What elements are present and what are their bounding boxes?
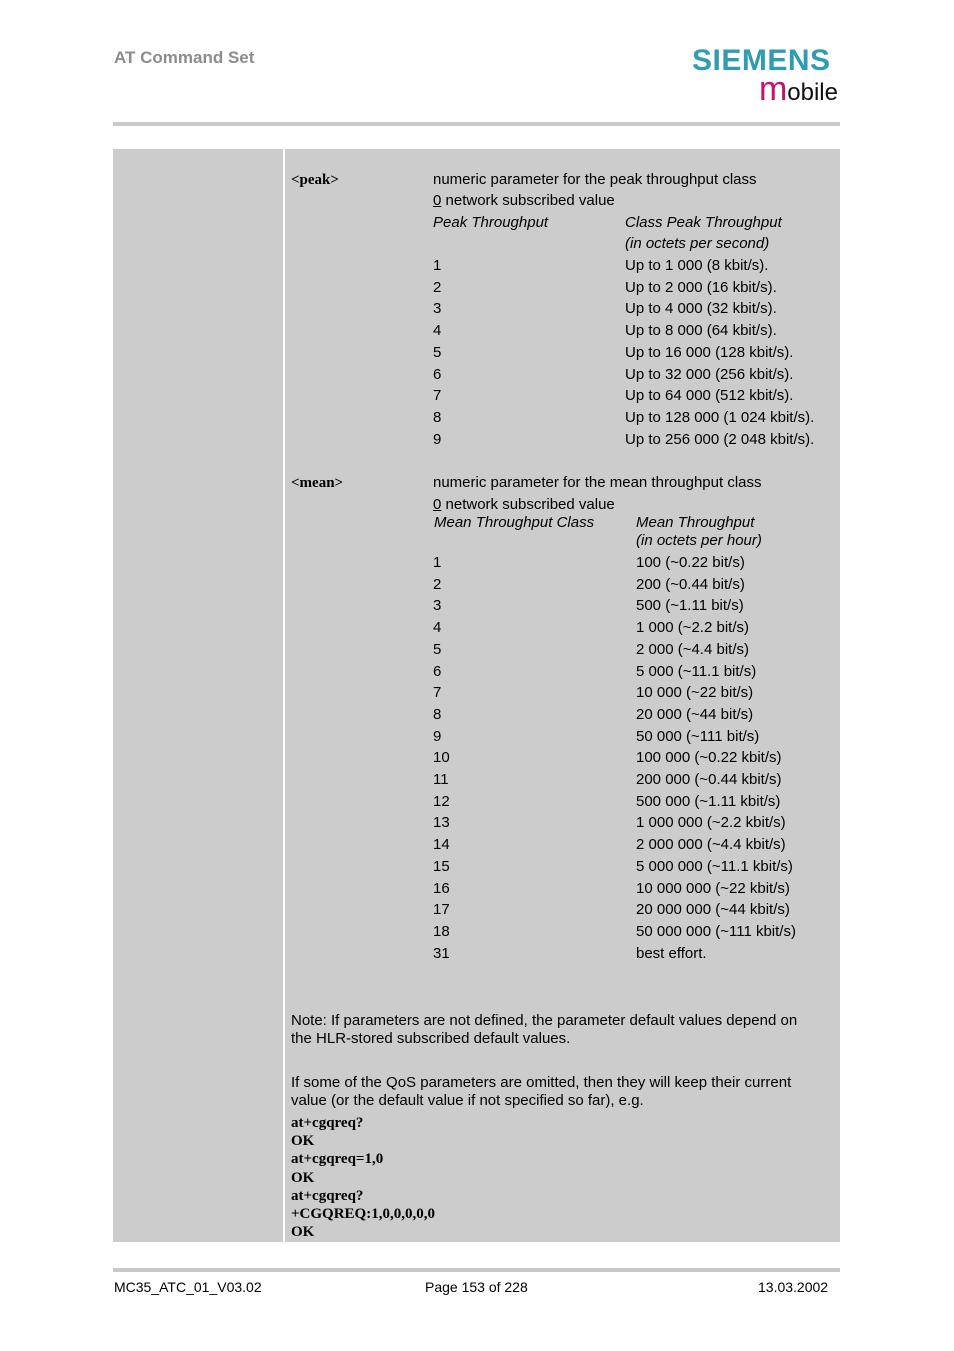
mean-class-number: 12 — [433, 792, 450, 810]
mean-col2-header-line1: Mean Throughput — [636, 514, 755, 531]
mean-class-number: 13 — [433, 814, 450, 832]
peak-default-value: 0 — [433, 192, 442, 209]
footer-rule — [113, 1268, 840, 1272]
mean-throughput-value: 1 000 (~2.2 bit/s) — [636, 619, 749, 637]
mean-class-number: 18 — [433, 922, 450, 940]
mean-default-value: 0 — [433, 496, 442, 513]
peak-class-number: 9 — [433, 430, 442, 448]
example-line: at+cgqreq? — [291, 1187, 364, 1204]
example-line: +CGQREQ:1,0,0,0,0,0 — [291, 1206, 435, 1222]
peak-class-number: 8 — [433, 408, 442, 426]
mean-default — [433, 496, 615, 514]
logo-sub — [692, 70, 838, 111]
peak-class-number: 1 — [433, 257, 442, 274]
peak-class-number: 7 — [433, 387, 442, 405]
mean-throughput-value: 500 000 (~1.11 kbit/s) — [636, 792, 781, 810]
peak-class-number: 6 — [433, 365, 442, 383]
mean-class-number: 17 — [433, 901, 450, 919]
mean-throughput-value: 2 000 (~4.4 bit/s) — [636, 640, 749, 658]
mean-default-text: network subscribed value — [441, 496, 615, 513]
example-line: OK — [291, 1224, 315, 1241]
mean-throughput-value: 5 000 (~11.1 bit/s) — [636, 662, 757, 680]
mean-throughput-value: 2 000 000 (~4.4 kbit/s) — [636, 836, 786, 854]
peak-throughput-value: Up to 256 000 (2 048 kbit/s). — [625, 430, 815, 448]
footer-page-number: Page 153 of 228 — [425, 1279, 528, 1295]
mean-throughput-value: 20 000 000 (~44 kbit/s) — [636, 901, 790, 919]
mean-description: numeric parameter for the mean throughput class — [433, 474, 762, 491]
logo-sub-rest: obile — [787, 79, 838, 106]
peak-class-number: 2 — [433, 278, 442, 296]
mean-class-number: 10 — [433, 749, 450, 767]
peak-col2-header-line1: Class Peak Throughput — [625, 214, 782, 231]
footer-doc-id: MC35_ATC_01_V03.02 — [114, 1279, 262, 1295]
mean-throughput-value: 5 000 000 (~11.1 kbit/s) — [636, 857, 793, 875]
example-line: OK — [291, 1133, 315, 1150]
peak-param-name: <peak> — [291, 172, 339, 188]
mean-throughput-value: 20 000 (~44 bit/s) — [636, 705, 754, 723]
mean-throughput-value: 10 000 (~22 bit/s) — [636, 684, 754, 702]
peak-class-number: 5 — [433, 343, 442, 361]
peak-throughput-value: Up to 4 000 (32 kbit/s). — [625, 300, 777, 318]
mean-class-number: 14 — [433, 836, 450, 854]
peak-throughput-value: Up to 8 000 (64 kbit/s). — [625, 322, 777, 340]
peak-throughput-value: Up to 2 000 (16 kbit/s). — [625, 278, 777, 296]
mean-class-number: 5 — [433, 640, 442, 658]
peak-class-number: 4 — [433, 322, 442, 340]
mean-throughput-value: 200 (~0.44 bit/s) — [636, 575, 745, 593]
mean-class-number: 11 — [433, 771, 449, 788]
peak-default — [433, 192, 615, 210]
peak-throughput-value: Up to 16 000 (128 kbit/s). — [625, 343, 794, 361]
mean-class-number: 3 — [433, 597, 442, 615]
peak-throughput-value: Up to 32 000 (256 kbit/s). — [625, 365, 794, 383]
header-title: AT Command Set — [114, 48, 255, 67]
mean-throughput-value: 50 000 (~111 bit/s) — [636, 727, 760, 745]
example-line: OK — [291, 1169, 315, 1186]
mean-class-number: 15 — [433, 857, 450, 875]
mean-col1-header: Mean Throughput Class — [434, 514, 595, 531]
note2-line1: If some of the QoS parameters are omitted, then they will keep their current — [291, 1074, 792, 1091]
peak-throughput-value: Up to 128 000 (1 024 kbit/s). — [625, 408, 815, 426]
mean-throughput-value: 10 000 000 (~22 kbit/s) — [636, 879, 790, 897]
mean-class-number: 16 — [433, 879, 450, 897]
logo-sub-m: m — [758, 70, 788, 108]
peak-throughput-value: Up to 64 000 (512 kbit/s). — [625, 387, 794, 405]
footer-date: 13.03.2002 — [758, 1279, 829, 1295]
content-column-divider — [283, 149, 285, 1242]
mean-throughput-value: 1 000 000 (~2.2 kbit/s) — [636, 814, 786, 832]
mean-throughput-value: 100 000 (~0.22 kbit/s) — [636, 749, 782, 767]
note1-line2: the HLR-stored subscribed default values. — [291, 1030, 571, 1047]
mean-class-number: 9 — [433, 727, 442, 745]
mean-class-number: 31 — [433, 944, 450, 962]
note2-line2: value (or the default value if not specified so far), e.g. — [291, 1092, 644, 1109]
mean-throughput-value: 100 (~0.22 bit/s) — [636, 554, 745, 571]
header-rule — [113, 122, 840, 126]
example-line: at+cgqreq=1,0 — [291, 1151, 384, 1168]
example-line: at+cgqreq? — [291, 1115, 364, 1131]
siemens-mobile-logo — [692, 44, 838, 111]
peak-class-number: 3 — [433, 300, 442, 318]
mean-param-name: <mean> — [291, 475, 344, 491]
mean-class-number: 8 — [433, 705, 442, 723]
peak-default-text: network subscribed value — [441, 192, 615, 209]
peak-col2-header-line2: (in octets per second) — [625, 235, 770, 252]
logo-brand: SIEMENS — [692, 44, 831, 77]
mean-class-number: 4 — [433, 619, 442, 637]
peak-throughput-value: Up to 1 000 (8 kbit/s). — [625, 257, 769, 274]
mean-throughput-value: 200 000 (~0.44 kbit/s) — [636, 771, 782, 788]
mean-throughput-value: best effort. — [636, 944, 707, 962]
peak-description: numeric parameter for the peak throughput class — [433, 171, 757, 188]
mean-throughput-value: 50 000 000 (~111 kbit/s) — [636, 922, 796, 940]
note1-line1: Note: If parameters are not defined, the parameter default values depend on — [291, 1012, 798, 1029]
mean-class-number: 2 — [433, 575, 442, 593]
mean-col2-header-line2: (in octets per hour) — [636, 532, 762, 549]
peak-col1-header: Peak Throughput — [433, 214, 549, 231]
mean-class-number: 1 — [433, 554, 442, 571]
mean-class-number: 7 — [433, 684, 442, 702]
mean-throughput-value: 500 (~1.11 bit/s) — [636, 597, 744, 615]
mean-class-number: 6 — [433, 662, 442, 680]
